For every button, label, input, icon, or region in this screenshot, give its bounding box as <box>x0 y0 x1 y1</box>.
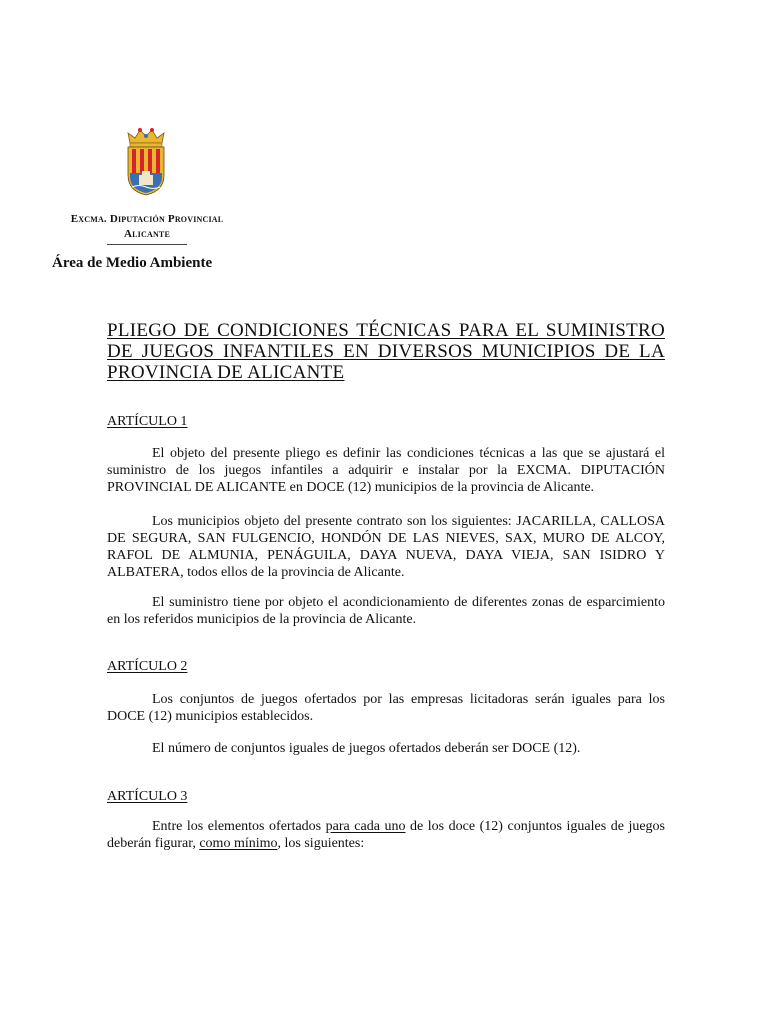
article-2-paragraph-2: El número de conjuntos iguales de juegos ofertados deberán ser DOCE (12). <box>152 741 581 756</box>
article-3-paragraph-1 <box>107 818 665 852</box>
article-1-heading: ARTÍCULO 1 <box>107 414 188 429</box>
org-line-1: Excma. Diputación Provincial <box>70 213 224 225</box>
article-1-paragraph-3: El suministro tiene por objeto el acondicionamiento de diferentes zonas de esparcimiento en los referidos municipios de la provincia de Alicante. <box>107 595 665 627</box>
coat-of-arms-icon <box>124 127 168 197</box>
underlined-phrase: para cada uno <box>325 819 406 834</box>
document-title: PLIEGO DE CONDICIONES TÉCNICAS PARA EL SUMINISTRO DE JUEGOS INFANTILES EN DIVERSOS MUNICIPIOS DE LA PROVINCIA DE ALICANTE <box>107 320 665 383</box>
department-name: Área de Medio Ambiente <box>52 255 213 271</box>
article-1-paragraph-2: Los municipios objeto del presente contrato son los siguientes: JACARILLA, CALLOSA DE SEGURA, SAN FULGENCIO, HONDÓN DE LAS NIEVES, SAX, MURO DE ALCOY, RAFOL DE ALMUNIA, PENÁGUILA, DAYA NUEVA, DAYA VIEJA, SAN ISIDRO Y ALBATERA, todos ellos de la provincia de Alicante. <box>107 514 665 580</box>
article-2-paragraph-1: Los conjuntos de juegos ofertados por las empresas licitadoras serán iguales para los DOCE (12) municipios establecidos. <box>107 692 665 724</box>
organization-name <box>52 212 242 245</box>
org-line-2: Alicante <box>124 228 170 240</box>
article-2-heading: ARTÍCULO 2 <box>107 659 188 674</box>
article-1-paragraph-1: El objeto del presente pliego es definir las condiciones técnicas a las que se ajustará el suministro de los juegos infantiles a adquirir e instalar por la EXCMA. DIPUTACIÓN PROVINCIAL DE ALICANTE en DOCE (12) municipios de la provincia de Alicante. <box>107 446 665 495</box>
text-run: , los siguientes: <box>277 836 365 851</box>
text-run: de los doce (12) conjuntos iguales de juegos deberán figurar, <box>107 819 665 851</box>
article-3-heading: ARTÍCULO 3 <box>107 789 188 804</box>
divider <box>107 244 187 245</box>
text-run: Entre los elementos ofertados <box>152 819 326 834</box>
underlined-phrase: como mínimo <box>199 836 278 851</box>
